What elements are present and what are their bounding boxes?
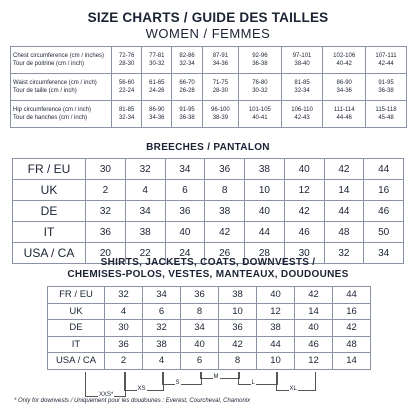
size-cell: 42: [219, 336, 257, 353]
letter-size-label: XS: [137, 385, 146, 392]
size-cell: 26: [205, 243, 245, 264]
size-cell: 48: [333, 336, 371, 353]
size-cell: 30: [105, 320, 143, 337]
size-cell: 12: [257, 303, 295, 320]
size-cell: 6: [165, 180, 205, 201]
size-cell: 8: [219, 353, 257, 370]
size-bracket: [238, 372, 278, 385]
breeches-row: [13, 159, 404, 180]
size-cell: 38: [125, 222, 165, 243]
size-cell: 16: [364, 180, 404, 201]
measurement-cell: 71-75 28-30: [202, 74, 238, 101]
size-cell: 4: [143, 353, 181, 370]
letter-size-label: M: [213, 373, 219, 380]
size-cell: 34: [181, 320, 219, 337]
size-system-label: FR / EU: [13, 159, 86, 180]
size-bracket: [162, 372, 202, 385]
breeches-row: [13, 201, 404, 222]
measurement-cell: 81-85 32-34: [281, 74, 323, 101]
size-cell: 38: [143, 336, 181, 353]
measurement-cell: 97-101 38-40: [281, 47, 323, 74]
size-cell: 40: [165, 222, 205, 243]
size-system-label: IT: [48, 336, 105, 353]
size-cell: 46: [295, 336, 333, 353]
shirts-row: [48, 353, 371, 370]
measurement-cell: 81-85 32-34: [112, 101, 142, 128]
size-cell: 10: [257, 353, 295, 370]
size-system-label: USA / CA: [48, 353, 105, 370]
size-cell: 42: [284, 201, 324, 222]
size-system-label: DE: [48, 320, 105, 337]
measurement-cell: 115-118 45-48: [365, 101, 406, 128]
breeches-row: [13, 222, 404, 243]
measurement-cell: 72-76 28-30: [112, 47, 142, 74]
size-cell: 40: [257, 287, 295, 304]
shirts-title-line1: SHIRTS, JACKETS, COATS, DOWNVESTS /: [100, 257, 316, 268]
size-cell: 2: [105, 353, 143, 370]
breeches-title: BREECHES / PANTALON: [146, 142, 270, 153]
size-cell: 44: [324, 201, 364, 222]
size-cell: 30: [86, 159, 126, 180]
size-cell: 42: [333, 320, 371, 337]
size-system-label: IT: [13, 222, 86, 243]
measurement-cell: 76-80 30-32: [239, 74, 282, 101]
page-subtitle: WOMEN / FEMMES: [145, 26, 271, 41]
size-cell: 32: [86, 201, 126, 222]
size-cell: 32: [143, 320, 181, 337]
size-cell: 16: [333, 303, 371, 320]
size-system-label: USA / CA: [13, 243, 86, 264]
size-cell: 36: [219, 320, 257, 337]
size-cell: 20: [86, 243, 126, 264]
measurement-label: Waist circumference (cm / inch) Tour de taille (cm / inch): [11, 74, 112, 101]
size-cell: 34: [364, 243, 404, 264]
size-cell: 38: [245, 159, 285, 180]
size-cell: 32: [125, 159, 165, 180]
size-system-label: UK: [13, 180, 86, 201]
size-cell: 44: [333, 287, 371, 304]
size-cell: 36: [105, 336, 143, 353]
size-system-label: FR / EU: [48, 287, 105, 304]
measurement-cell: 82-86 32-34: [172, 47, 202, 74]
measurement-cell: 106-110 42-43: [281, 101, 323, 128]
size-cell: 14: [333, 353, 371, 370]
measurement-cell: 61-65 24-26: [142, 74, 172, 101]
size-cell: 38: [219, 287, 257, 304]
measurement-label: Chest circumference (cm / inches) Tour de poitrine (cm / inch): [11, 47, 112, 74]
measurement-row: [11, 47, 407, 74]
measurement-cell: 91-95 36-38: [172, 101, 202, 128]
size-cell: 44: [364, 159, 404, 180]
size-cell: 40: [245, 201, 285, 222]
shirts-row: [48, 320, 371, 337]
size-cell: 46: [364, 201, 404, 222]
size-cell: 4: [125, 180, 165, 201]
measurement-cell: 102-106 40-42: [323, 47, 366, 74]
size-system-label: UK: [48, 303, 105, 320]
page-title: SIZE CHARTS / GUIDE DES TAILLES: [87, 10, 329, 25]
letter-size-label: L: [251, 379, 255, 386]
measurement-cell: 111-114 44-46: [323, 101, 366, 128]
size-cell: 36: [165, 201, 205, 222]
footnote: * Only for downvests / Uniquement pour les doudounes : Everest, Courcheval, Chamonix: [14, 398, 251, 404]
size-cell: 14: [324, 180, 364, 201]
size-cell: 32: [105, 287, 143, 304]
size-cell: 36: [86, 222, 126, 243]
size-cell: 12: [284, 180, 324, 201]
size-cell: 32: [324, 243, 364, 264]
measurement-label: Hip circumference (cm / inch) Tour de hanches (cm / inch): [11, 101, 112, 128]
size-cell: 38: [205, 201, 245, 222]
size-cell: 40: [284, 159, 324, 180]
size-cell: 8: [205, 180, 245, 201]
breeches-row: [13, 180, 404, 201]
size-cell: 30: [284, 243, 324, 264]
size-cell: 40: [181, 336, 219, 353]
shirts-row: [48, 336, 371, 353]
measurements-table: [10, 46, 407, 128]
measurement-cell: 87-91 34-36: [202, 47, 238, 74]
size-cell: 28: [245, 243, 285, 264]
size-cell: 42: [324, 159, 364, 180]
letter-size-label: S: [175, 379, 180, 386]
size-cell: 42: [205, 222, 245, 243]
size-cell: 4: [105, 303, 143, 320]
measurement-cell: 86-90 34-36: [142, 101, 172, 128]
size-cell: 22: [125, 243, 165, 264]
size-cell: 14: [295, 303, 333, 320]
size-cell: 2: [86, 180, 126, 201]
size-cell: 34: [143, 287, 181, 304]
size-cell: 48: [324, 222, 364, 243]
measurement-cell: 101-105 40-41: [239, 101, 282, 128]
letter-size-label: XXS*: [99, 391, 114, 398]
size-cell: 10: [219, 303, 257, 320]
size-cell: 24: [165, 243, 205, 264]
size-cell: 50: [364, 222, 404, 243]
size-cell: 36: [205, 159, 245, 180]
size-cell: 44: [245, 222, 285, 243]
measurement-cell: 92-96 36-38: [239, 47, 282, 74]
measurement-row: [11, 101, 407, 128]
size-cell: 44: [257, 336, 295, 353]
size-cell: 36: [181, 287, 219, 304]
size-cell: 34: [125, 201, 165, 222]
shirts-row: [48, 287, 371, 304]
measurement-cell: 66-70 26-28: [172, 74, 202, 101]
size-cell: 34: [165, 159, 205, 180]
size-cell: 8: [181, 303, 219, 320]
measurement-cell: 77-81 30-32: [142, 47, 172, 74]
size-cell: 6: [143, 303, 181, 320]
measurement-cell: 91-95 36-38: [365, 74, 406, 101]
size-cell: 12: [295, 353, 333, 370]
size-system-label: DE: [13, 201, 86, 222]
size-cell: 10: [245, 180, 285, 201]
measurement-cell: 107-111 42-44: [365, 47, 406, 74]
measurement-cell: 96-100 38-39: [202, 101, 238, 128]
size-cell: 40: [295, 320, 333, 337]
size-cell: 42: [295, 287, 333, 304]
letter-size-label: XL: [289, 385, 297, 392]
measurement-cell: 56-60 22-24: [112, 74, 142, 101]
measurement-row: [11, 74, 407, 101]
shirts-row: [48, 303, 371, 320]
measurement-cell: 86-90 34-36: [323, 74, 366, 101]
size-bracket: [200, 372, 240, 379]
size-cell: 6: [181, 353, 219, 370]
shirts-table: [47, 286, 371, 370]
shirts-title-line2: CHEMISES-POLOS, VESTES, MANTEAUX, DOUDOUNES: [67, 269, 349, 280]
size-cell: 46: [284, 222, 324, 243]
breeches-table: [12, 158, 404, 264]
size-cell: 38: [257, 320, 295, 337]
